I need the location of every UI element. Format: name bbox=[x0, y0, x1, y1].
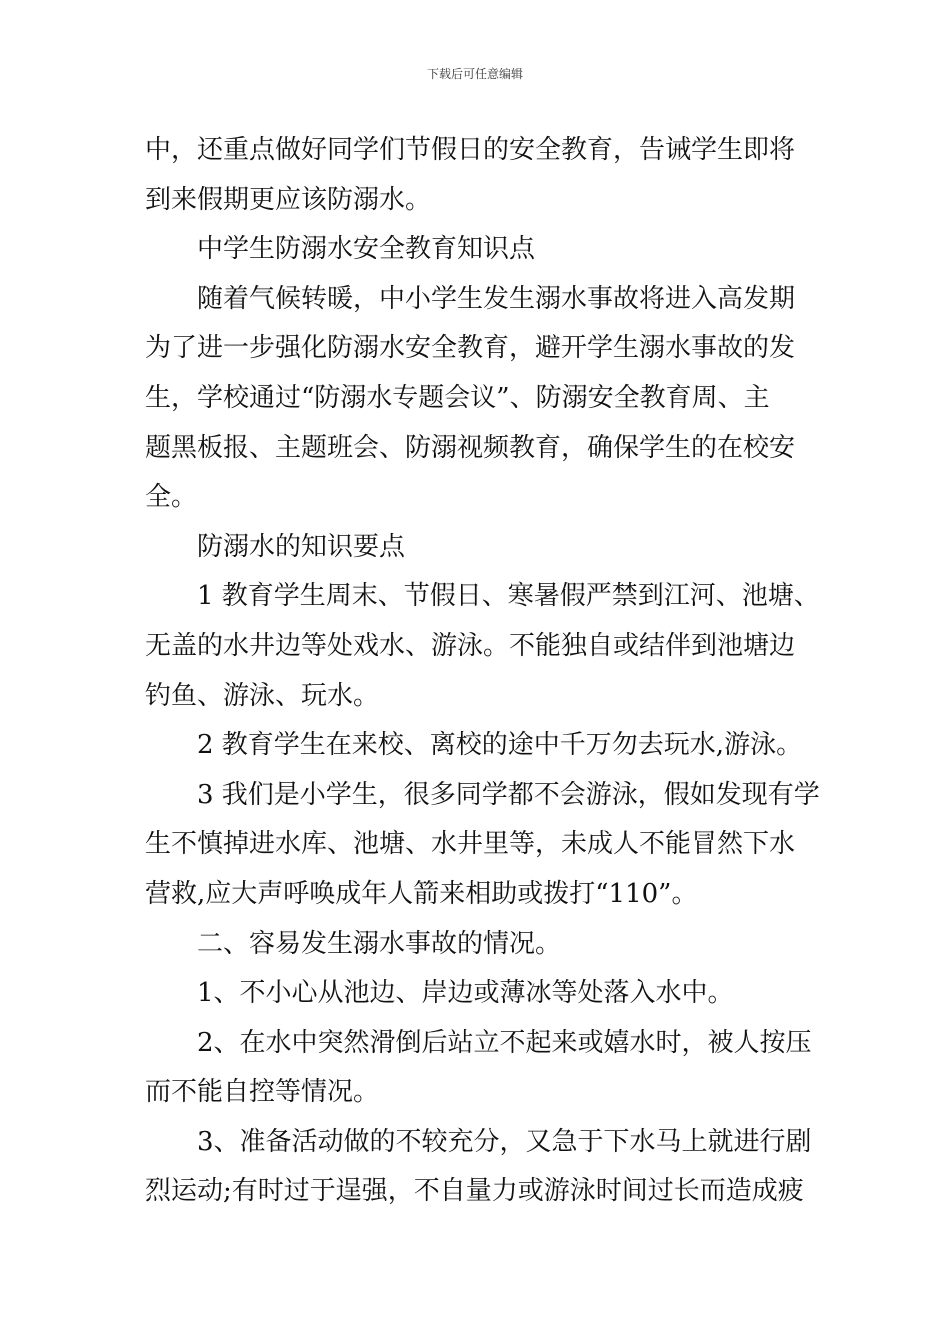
section-heading: 中学生防溺水安全教育知识点 bbox=[197, 234, 536, 265]
section-heading: 防溺水的知识要点 bbox=[197, 531, 406, 562]
document-body bbox=[145, 126, 820, 1217]
text-line: 而不能自控等情况。 bbox=[145, 1077, 380, 1108]
text-line: 营救,应大声呼唤成年人箭来相助或拨打“110”。 bbox=[145, 878, 698, 909]
list-item: 2、在水中突然滑倒后站立不起来或嬉水时，被人按压 bbox=[197, 1027, 812, 1058]
text-line: 无盖的水井边等处戏水、游泳。不能独自或结伴到池塘边 bbox=[145, 630, 796, 661]
text-line: 到来假期更应该防溺水。 bbox=[145, 184, 432, 215]
list-item: 3、准备活动做的不较充分，又急于下水马上就进行剧 bbox=[197, 1126, 812, 1157]
text-line: 全。 bbox=[145, 482, 198, 513]
text-line: 烈运动;有时过于逞强，不自量力或游泳时间过长而造成疲 bbox=[145, 1176, 804, 1207]
text-line: 生不慎掉进水库、池塘、水井里等，未成人不能冒然下水 bbox=[145, 829, 796, 860]
text-line: 题黑板报、主题班会、防溺视频教育，确保学生的在校安 bbox=[145, 432, 796, 463]
text-line: 随着气候转暖，中小学生发生溺水事故将进入高发期 bbox=[197, 283, 796, 314]
text-line: 中，还重点做好同学们节假日的安全教育，告诫学生即将 bbox=[145, 135, 796, 165]
text-line: 生，学校通过“防溺水专题会议”、防溺安全教育周、主 bbox=[145, 382, 770, 413]
page-header: 下载后可任意编辑 bbox=[426, 67, 523, 81]
list-item: 1 教育学生周末、节假日、寒暑假严禁到江河、池塘、 bbox=[197, 581, 820, 612]
list-item: 2 教育学生在来校、离校的途中千万勿去玩水,游泳。 bbox=[197, 730, 803, 761]
text-line: 为了进一步强化防溺水安全教育，避开学生溺水事故的发 bbox=[145, 333, 796, 364]
list-item: 1、不小心从池边、岸边或薄冰等处落入水中。 bbox=[197, 978, 734, 1009]
section-heading: 二、容易发生溺水事故的情况。 bbox=[197, 928, 562, 959]
text-line: 钓鱼、游泳、玩水。 bbox=[145, 680, 380, 711]
list-item: 3 我们是小学生，很多同学都不会游泳，假如发现有学 bbox=[197, 779, 820, 810]
